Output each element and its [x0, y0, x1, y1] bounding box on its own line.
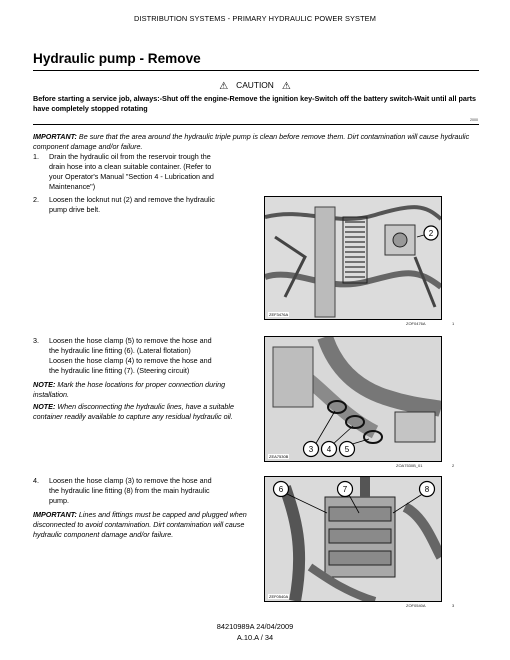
caution-rule	[33, 124, 479, 125]
step-line: pump drive belt.	[49, 205, 101, 214]
warning-triangle-icon: ⚠	[219, 81, 229, 92]
step-line: Loosen the hose clamp (3) to remove the hose and	[49, 476, 212, 485]
step-3	[33, 336, 263, 376]
step-number: 4.	[33, 476, 39, 485]
step-4	[33, 476, 263, 506]
important-text: Lines and fittings must be capped and plugged when disconnected to avoid contamination. Dirt contamination will cause hydraulic component damage and/or failure.	[33, 510, 247, 539]
figure-2-hose-clamps	[264, 336, 442, 462]
important-label: IMPORTANT:	[33, 510, 77, 519]
note-text: Mark the hose locations for proper connection during installation.	[33, 380, 226, 399]
step-number: 1.	[33, 152, 39, 161]
step-2	[33, 195, 263, 215]
note-container	[33, 402, 258, 422]
figure-caption-number: 1	[452, 321, 455, 326]
step-line: Loosen the hose clamp (5) to remove the hose and	[49, 336, 212, 345]
note-label: NOTE:	[33, 380, 56, 389]
step-number: 2.	[33, 195, 39, 204]
caution-text: Before starting a service job, always:-Shut off the engine-Remove the ignition key-Switch off the battery switch-Wait until all parts have completely stopped rotating	[33, 94, 477, 113]
figure-label: ZEF3476A	[269, 312, 289, 317]
figure-caption-code: ZOF0540A	[406, 603, 426, 608]
figure-caption-code: ZOF0476A	[406, 321, 426, 326]
step-1	[33, 152, 283, 192]
title-rule	[33, 70, 479, 71]
step-line: the hydraulic line fitting (7). (Steering circuit)	[49, 366, 190, 375]
callout-5: 5	[344, 445, 350, 454]
figure-label: ZEA7530B	[269, 454, 289, 459]
important-text: Be sure that the area around the hydraulic triple pump is clean before remove them. Dirt contamination will cause hydraulic component damage and/or failure.	[33, 132, 470, 151]
note-text: When disconnecting the hydraulic lines, have a suitable container readily available to capture any residual hydraulic oil.	[33, 402, 234, 421]
caution-header	[0, 80, 510, 92]
important-caps	[33, 510, 248, 540]
footer-doc-number: 84210989A 24/04/2009	[216, 622, 294, 631]
caution-code: 2000	[470, 118, 478, 122]
callout-4: 4	[326, 445, 332, 454]
step-text	[49, 336, 212, 376]
warning-triangle-icon: ⚠	[281, 81, 291, 92]
step-line: Loosen the hose clamp (4) to remove the hose and	[49, 356, 212, 365]
figure-2-illustration	[265, 337, 441, 461]
callout-7: 7	[342, 485, 348, 494]
figure-3-main-pump-fittings	[264, 476, 442, 602]
step-number: 3.	[33, 336, 39, 345]
step-text	[49, 476, 212, 506]
step-line: drain hose into a clean suitable container. (Refer to	[49, 162, 212, 171]
callout-3: 3	[308, 445, 314, 454]
figure-3-illustration	[265, 477, 441, 601]
page-header: DISTRIBUTION SYSTEMS - PRIMARY HYDRAULIC POWER SYSTEM	[134, 14, 376, 23]
section-title: Hydraulic pump - Remove	[33, 51, 201, 66]
callout-2: 2	[428, 229, 434, 238]
figure-caption-number: 3	[452, 603, 455, 608]
figure-caption-code: ZOA7530B_01	[396, 463, 423, 468]
step-line: Drain the hydraulic oil from the reservoir trough the	[49, 152, 211, 161]
note-label: NOTE:	[33, 402, 56, 411]
figure-caption-number: 2	[452, 463, 455, 468]
step-line: the hydraulic line fitting (6). (Lateral flotation)	[49, 346, 191, 355]
step-line: pump.	[49, 496, 69, 505]
step-text	[49, 195, 215, 215]
important-notice	[33, 132, 473, 152]
important-label: IMPORTANT:	[33, 132, 77, 141]
figure-1-pump-drive-belt	[264, 196, 442, 320]
step-line: Maintenance")	[49, 182, 96, 191]
step-line: Loosen the locknut nut (2) and remove the hydraulic	[49, 195, 215, 204]
callout-6: 6	[278, 485, 284, 494]
step-line: the hydraulic line fitting (8) from the main hydraulic	[49, 486, 210, 495]
footer-page-number: A.10.A / 34	[236, 633, 274, 642]
step-line: your Operator's Manual "Section 4 - Lubrication and	[49, 172, 214, 181]
figure-1-illustration	[265, 197, 441, 319]
callout-8: 8	[424, 485, 430, 494]
step-text	[49, 152, 214, 192]
note-mark-hoses	[33, 380, 258, 400]
caution-label: CAUTION	[236, 80, 274, 90]
figure-label: ZEF0540A	[269, 594, 289, 599]
